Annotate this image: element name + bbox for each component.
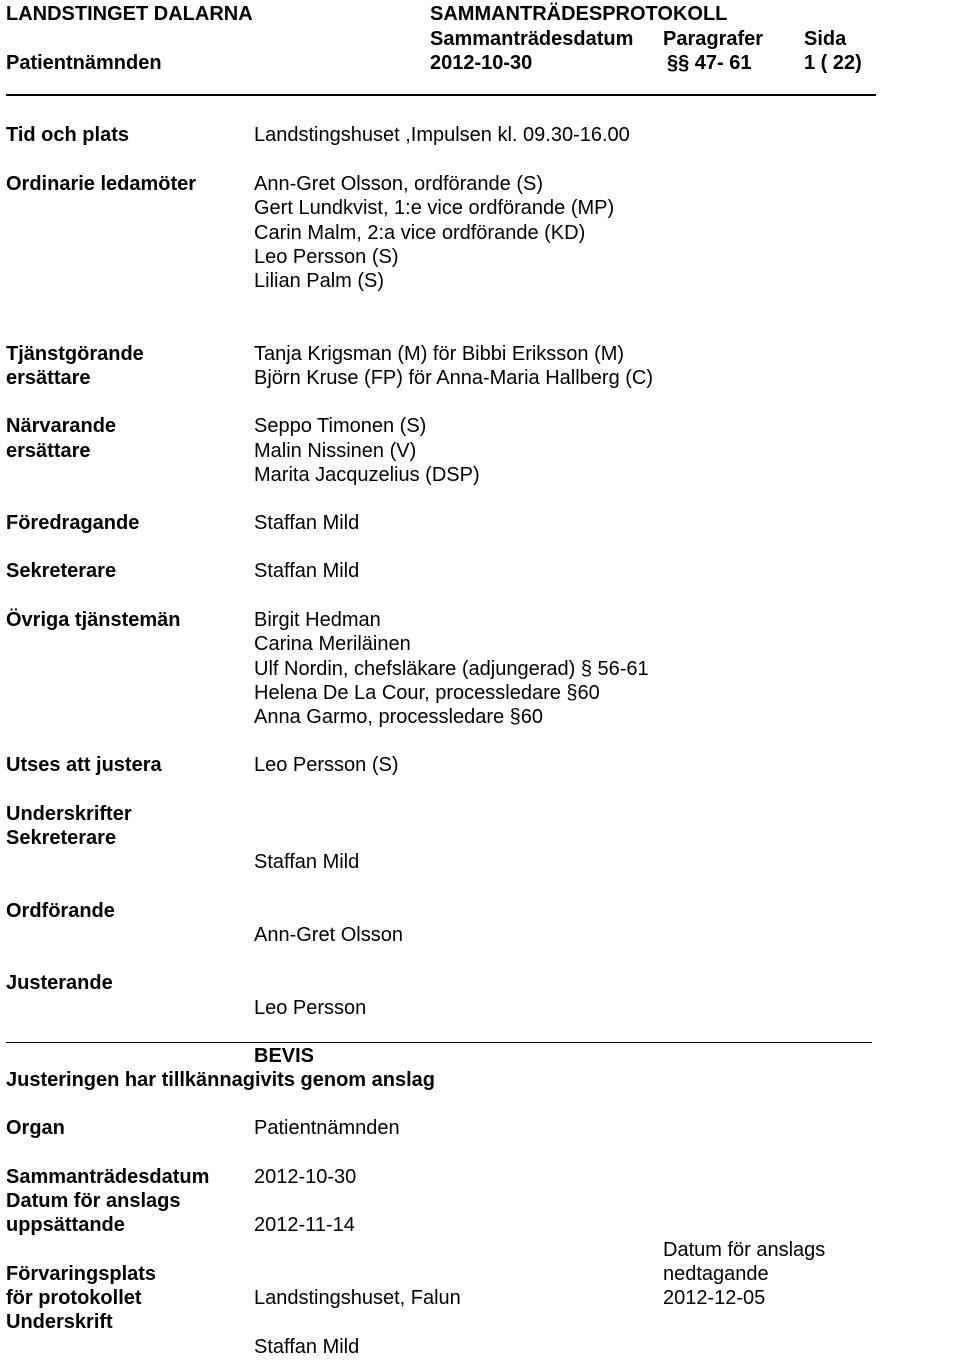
meeting-date: 2012-10-30 [430, 52, 533, 74]
serving-substitute-1: Tanja Krigsman (M) för Bibbi Eriksson (M) [254, 343, 625, 365]
organ-label: Organ [6, 1117, 65, 1139]
other-official-2: Carina Meriläinen [254, 633, 411, 655]
proof-meeting-date-label: Sammanträdesdatum [6, 1166, 210, 1188]
proof-signature-label: Underskrift [6, 1311, 113, 1333]
posting-date-label-1: Datum för anslags [6, 1190, 181, 1212]
paragraphs-range: §§ 47- 61 [667, 52, 752, 74]
signature-adjuster-label: Justerande [6, 972, 113, 994]
document-type: SAMMANTRÄDESPROTOKOLL [430, 3, 728, 25]
member-1: Ann-Gret Olsson, ordförande (S) [254, 173, 544, 195]
removal-date-label-2: nedtagande [663, 1263, 769, 1285]
present-substitute-2: Malin Nissinen (V) [254, 440, 417, 462]
page-label: Sida [804, 28, 847, 50]
org-name: LANDSTINGET DALARNA [6, 3, 253, 25]
posting-date: 2012-11-14 [254, 1214, 355, 1236]
present-substitutes-label-1: Närvarande [6, 415, 117, 437]
signature-adjuster-name: Leo Persson [254, 997, 367, 1019]
other-official-1: Birgit Hedman [254, 609, 381, 631]
organ: Patientnämnden [254, 1117, 400, 1139]
serving-substitutes-label-1: Tjänstgörande [6, 343, 144, 365]
member-2: Gert Lundkvist, 1:e vice ordförande (MP) [254, 197, 615, 219]
other-official-3: Ulf Nordin, chefsläkare (adjungerad) § 56-61 [254, 658, 649, 680]
header-rule [6, 94, 876, 96]
member-4: Leo Persson (S) [254, 246, 399, 268]
committee-name: Patientnämnden [6, 52, 162, 74]
present-substitute-3: Marita Jacquzelius (DSP) [254, 464, 480, 486]
removal-date-label-1: Datum för anslags [663, 1239, 826, 1261]
time-place: Landstingshuset ,Impulsen kl. 09.30-16.00 [254, 124, 630, 146]
members-label: Ordinarie ledamöter [6, 173, 197, 195]
posting-date-label-2: uppsättande [6, 1214, 125, 1236]
storage-label-2: för protokollet [6, 1287, 142, 1309]
storage-label-1: Förvaringsplats [6, 1263, 157, 1285]
paragraphs-label: Paragrafer [663, 28, 764, 50]
section-divider [6, 1042, 872, 1043]
secretary: Staffan Mild [254, 560, 360, 582]
time-place-label: Tid och plats [6, 124, 129, 146]
member-5: Lilian Palm (S) [254, 270, 385, 292]
proof-subtitle: Justeringen har tillkännagivits genom anslag [6, 1069, 435, 1091]
signatures-heading: Underskrifter [6, 803, 132, 825]
signature-secretary-label: Sekreterare [6, 827, 117, 849]
serving-substitutes-label-2: ersättare [6, 367, 91, 389]
secretary-label: Sekreterare [6, 560, 117, 582]
other-official-5: Anna Garmo, processledare §60 [254, 706, 544, 728]
other-officials-label: Övriga tjänstemän [6, 609, 181, 631]
presenter-label: Föredragande [6, 512, 140, 534]
removal-date: 2012-12-05 [663, 1287, 766, 1309]
present-substitute-1: Seppo Timonen (S) [254, 415, 427, 437]
present-substitutes-label-2: ersättare [6, 440, 91, 462]
proof-meeting-date: 2012-10-30 [254, 1166, 357, 1188]
signature-chair-label: Ordförande [6, 900, 115, 922]
signature-chair-name: Ann-Gret Olsson [254, 924, 403, 946]
page-number: 1 ( 22) [804, 52, 862, 74]
adjuster: Leo Persson (S) [254, 754, 399, 776]
storage-location: Landstingshuset, Falun [254, 1287, 461, 1309]
signature-secretary-name: Staffan Mild [254, 851, 360, 873]
adjuster-label: Utses att justera [6, 754, 162, 776]
proof-title: BEVIS [254, 1045, 315, 1067]
other-official-4: Helena De La Cour, processledare §60 [254, 682, 600, 704]
date-label: Sammanträdesdatum [430, 28, 634, 50]
member-3: Carin Malm, 2:a vice ordförande (KD) [254, 222, 586, 244]
proof-signature-name: Staffan Mild [254, 1336, 360, 1358]
presenter: Staffan Mild [254, 512, 360, 534]
serving-substitute-2: Björn Kruse (FP) för Anna-Maria Hallberg (C) [254, 367, 654, 389]
